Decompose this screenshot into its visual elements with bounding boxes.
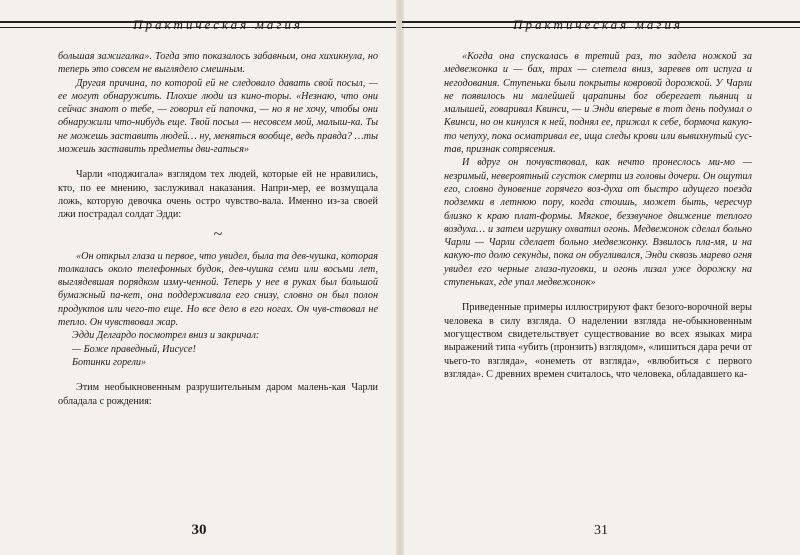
quote-line: Эдди Делгардо посмотрел вниз и закричал: (72, 330, 260, 342)
paragraph: Другая причина, по которой ей не следовало давать свой посыл, — ее могут обнаружить. Плохие люди из кино-торы. «Незнаю, что они сейчас знают о тебе, — говорил ей папочка, — но я не хочу, чтобы они обнаружили что-нибудь еще. Твой посыл — несовсем мой, малыш-ка. Ты не можешь заставить людей… ну, меняться вообще, ведь правда? …ты можешь заставить предметы дви-гаться» (58, 77, 378, 156)
right-page (402, 0, 800, 555)
page-number-left: 30 (191, 522, 207, 538)
quote-line: — Боже праведный, Иисусе! (72, 343, 196, 355)
quote-line: Ботинки горели» (72, 356, 147, 368)
page-number-right: 31 (594, 523, 608, 538)
paragraph: Чарли «поджигала» взглядом тех людей, которые ей не нравились, кто, по ее мнению, заслуживал наказания. Напри-мер, ее возмущала ложь, которую девочка очень остро чувство-вала. Именно из-за своей лжи пострадал солдат Эдди: (58, 169, 378, 221)
quote-paragraph: «Он открыл глаза и первое, что увидел, была та дев-чушка, которая толкалась около телефонных будок, дев-чушка семи или восьми лет, выглядевшая порядком изму-ченной. Теперь у нее в руках был большой бумажный па-кет, она поддерживала его снизу, словно он был полон продуктов или чего-то еще. Но все дело в его ногах. Он чув-ствовал не тепло. Он чувствовал жар. (58, 250, 378, 329)
paragraph: большая зажигалка». Тогда это показалось забавным, она хихикнула, но теперь это совсем не выглядело смешным. (58, 51, 378, 76)
right-page-body (444, 50, 752, 381)
header-rule-right (402, 21, 800, 28)
ornament-divider: ~ (213, 225, 223, 243)
paragraph: Этим необыкновенным разрушительным даром малень-кая Чарли обладала с рождения: (58, 382, 378, 407)
running-header-left: Практическая магия (133, 17, 303, 32)
left-page (0, 0, 398, 555)
quote-lines (58, 329, 378, 369)
left-page-body (58, 50, 378, 408)
quote-paragraph: И вдруг он почувствовал, как нечто пронеслось ми-мо — незримый, невероятный сгусток смерти из головы дочери. Он ощутил его, словно дуновение горячего воз-духа от быстро идущего поезда подземки в летнюю пору, когда стоишь, может быть, чересчур близко к краю плат-формы. Мягкое, беззвучное движение теплого воздуха… и затем игрушку охватил огонь. Медвежонок сделал больно Чарли — Чарли сделает больно медвежонку. Взвилось пла-мя, и на какую-то долю секунды, пока он обугливался, Энди сквозь марево огня увидел его черные глаза-пуговки, и огонь лизал уже дорожку на ступеньках, где упал медвежонок» (444, 157, 752, 289)
paragraph: Приведенные примеры иллюстрируют факт безого-ворочной веры человека в силу взгляда. О наделении взгляда не-обыкновенным могуществом свидетельствует существование во всех языках мира выражений типа «убить (пронзить) взглядом», «лишиться дара речи от чьего-то взгляда», «онеметь от взгляда», «влюбиться с первого взгляда». С древних времен считалось, что человека, обладавшего ка- (444, 302, 752, 380)
running-header-right: Практическая магия (513, 17, 683, 32)
quote-paragraph: «Когда она спускалась в третий раз, то задела ножкой за медвежонка и — бах, трах — слетела вниз, заревев от испуга и негодования. Ступеньки были покрыты ковровой дорожкой. У Чарли не появилось ни малейшей царапины бог оберегает пьяниц и малышей, говаривал Квинси, — и Энди впервые в тот день подумал о Квинси, но он кинулся к ней, поднял ее, прижал к себе, бормоча какую-то чепуху, пока осматривал ее, ища следы крови или вывихнутый сус-тав, признак сотрясения. (444, 51, 752, 156)
header-rule-left (0, 21, 398, 28)
